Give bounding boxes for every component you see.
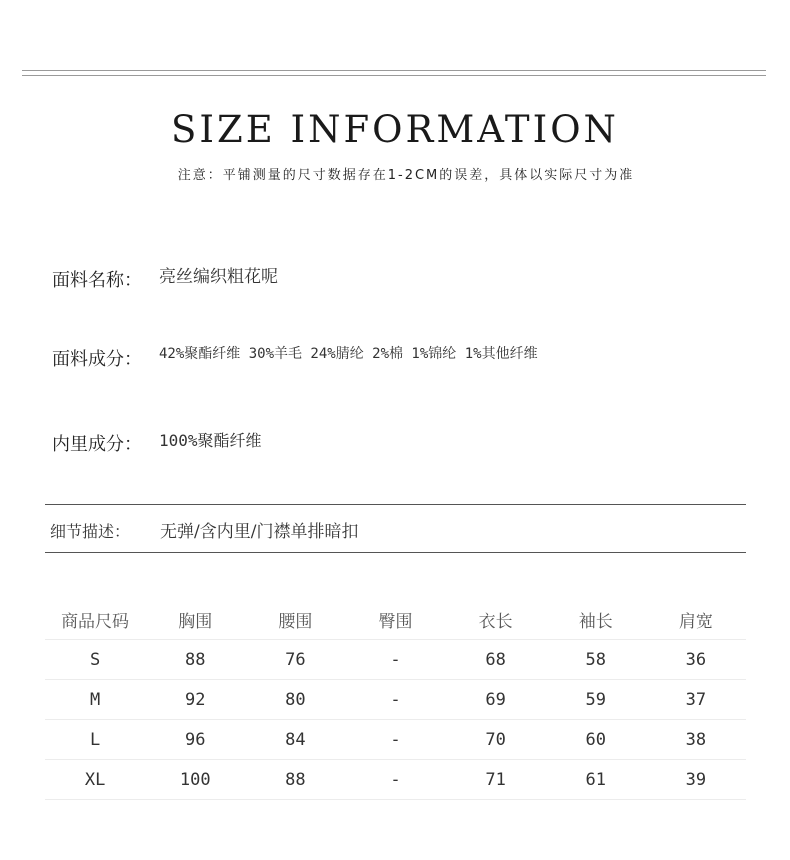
table-row	[45, 760, 746, 800]
header-hip: 臀围	[345, 600, 445, 640]
detail-bottom-divider	[45, 552, 746, 553]
table-cell: 61	[546, 760, 646, 800]
lining-composition-row	[52, 430, 262, 456]
table-cell: 71	[446, 760, 546, 800]
header-chest: 胸围	[145, 600, 245, 640]
table-cell: 36	[646, 640, 746, 680]
table-cell: S	[45, 640, 145, 680]
table-cell: 92	[145, 680, 245, 720]
table-cell: 88	[145, 640, 245, 680]
header-shoulder: 肩宽	[646, 600, 746, 640]
size-table	[45, 600, 746, 800]
table-cell: 39	[646, 760, 746, 800]
table-cell: 88	[245, 760, 345, 800]
page-title: SIZE INFORMATION	[171, 108, 619, 151]
details-row	[50, 519, 359, 542]
detail-top-divider	[45, 504, 746, 505]
fabric-name-label: 面料名称：	[52, 270, 142, 291]
table-cell: XL	[45, 760, 145, 800]
table-cell: 38	[646, 720, 746, 760]
table-cell: L	[45, 720, 145, 760]
size-table-header	[45, 600, 746, 640]
fabric-composition-row	[52, 345, 538, 371]
table-row	[45, 640, 746, 680]
table-cell: 84	[245, 720, 345, 760]
table-cell: 68	[446, 640, 546, 680]
table-row	[45, 680, 746, 720]
table-cell: 69	[446, 680, 546, 720]
table-cell: 80	[245, 680, 345, 720]
fabric-composition-label: 面料成分：	[52, 349, 142, 370]
fabric-name-value: 亮丝编织粗花呢	[159, 267, 278, 287]
table-cell: 100	[145, 760, 245, 800]
table-cell: 60	[546, 720, 646, 760]
table-cell: 76	[245, 640, 345, 680]
details-label: 细节描述：	[50, 522, 131, 541]
table-cell: -	[345, 720, 445, 760]
details-value: 无弹/含内里/门襟单排暗扣	[160, 522, 359, 542]
header-size: 商品尺码	[45, 600, 145, 640]
table-cell: 58	[546, 640, 646, 680]
fabric-composition-value: 42%聚酯纤维 30%羊毛 24%腈纶 2%棉 1%锦纶 1%其他纤维	[159, 346, 538, 362]
table-cell: 96	[145, 720, 245, 760]
lining-composition-label: 内里成分：	[52, 434, 142, 455]
header-waist: 腰围	[245, 600, 345, 640]
table-cell: 59	[546, 680, 646, 720]
top-divider-secondary	[22, 75, 766, 76]
table-cell: -	[345, 680, 445, 720]
table-cell: 37	[646, 680, 746, 720]
table-cell: 70	[446, 720, 546, 760]
top-divider	[22, 70, 766, 71]
table-cell: M	[45, 680, 145, 720]
measurement-notice: 注意：平铺测量的尺寸数据存在1-2CM的误差，具体以实际尺寸为准	[177, 168, 635, 183]
fabric-name-row	[52, 266, 278, 292]
header-sleeve: 袖长	[546, 600, 646, 640]
lining-composition-value: 100%聚酯纤维	[159, 431, 262, 450]
header-length: 衣长	[446, 600, 546, 640]
table-cell: -	[345, 760, 445, 800]
table-row	[45, 720, 746, 760]
table-cell: -	[345, 640, 445, 680]
